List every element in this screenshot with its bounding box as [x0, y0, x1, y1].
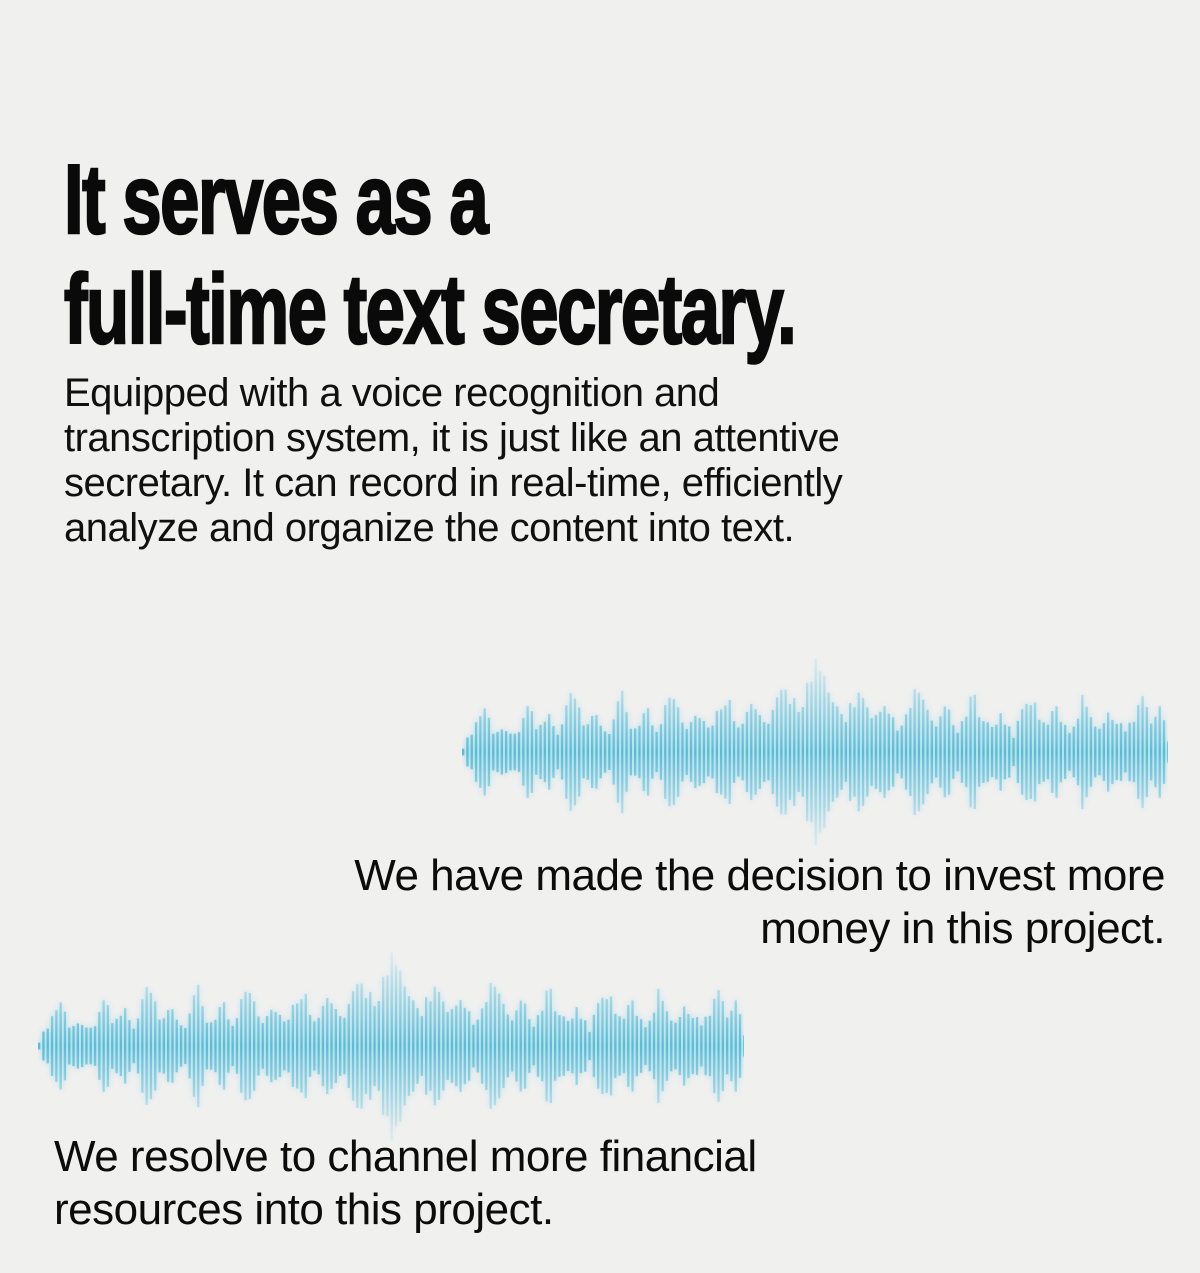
page-title-line: It serves as a	[64, 144, 488, 254]
audio-waveform-top	[462, 647, 1168, 857]
audio-waveform-bottom	[38, 941, 744, 1151]
quote-resolve	[54, 1130, 757, 1236]
quote-invest	[354, 849, 1165, 955]
quote-invest-line: money in this project.	[760, 904, 1165, 953]
quote-resolve-line: We resolve to channel more financial	[54, 1132, 757, 1181]
intro-paragraph-line: secretary. It can record in real-time, efficiently	[64, 461, 843, 505]
quote-invest-line: We have made the decision to invest more	[354, 851, 1165, 900]
page-title-line: full-time text secretary.	[64, 254, 796, 364]
intro-paragraph	[64, 371, 842, 551]
page-title	[64, 144, 795, 364]
intro-paragraph-line: Equipped with a voice recognition and	[64, 371, 720, 415]
intro-paragraph-line: analyze and organize the content into text.	[64, 506, 795, 550]
quote-resolve-line: resources into this project.	[54, 1185, 554, 1234]
intro-paragraph-line: transcription system, it is just like an attentive	[64, 416, 840, 460]
